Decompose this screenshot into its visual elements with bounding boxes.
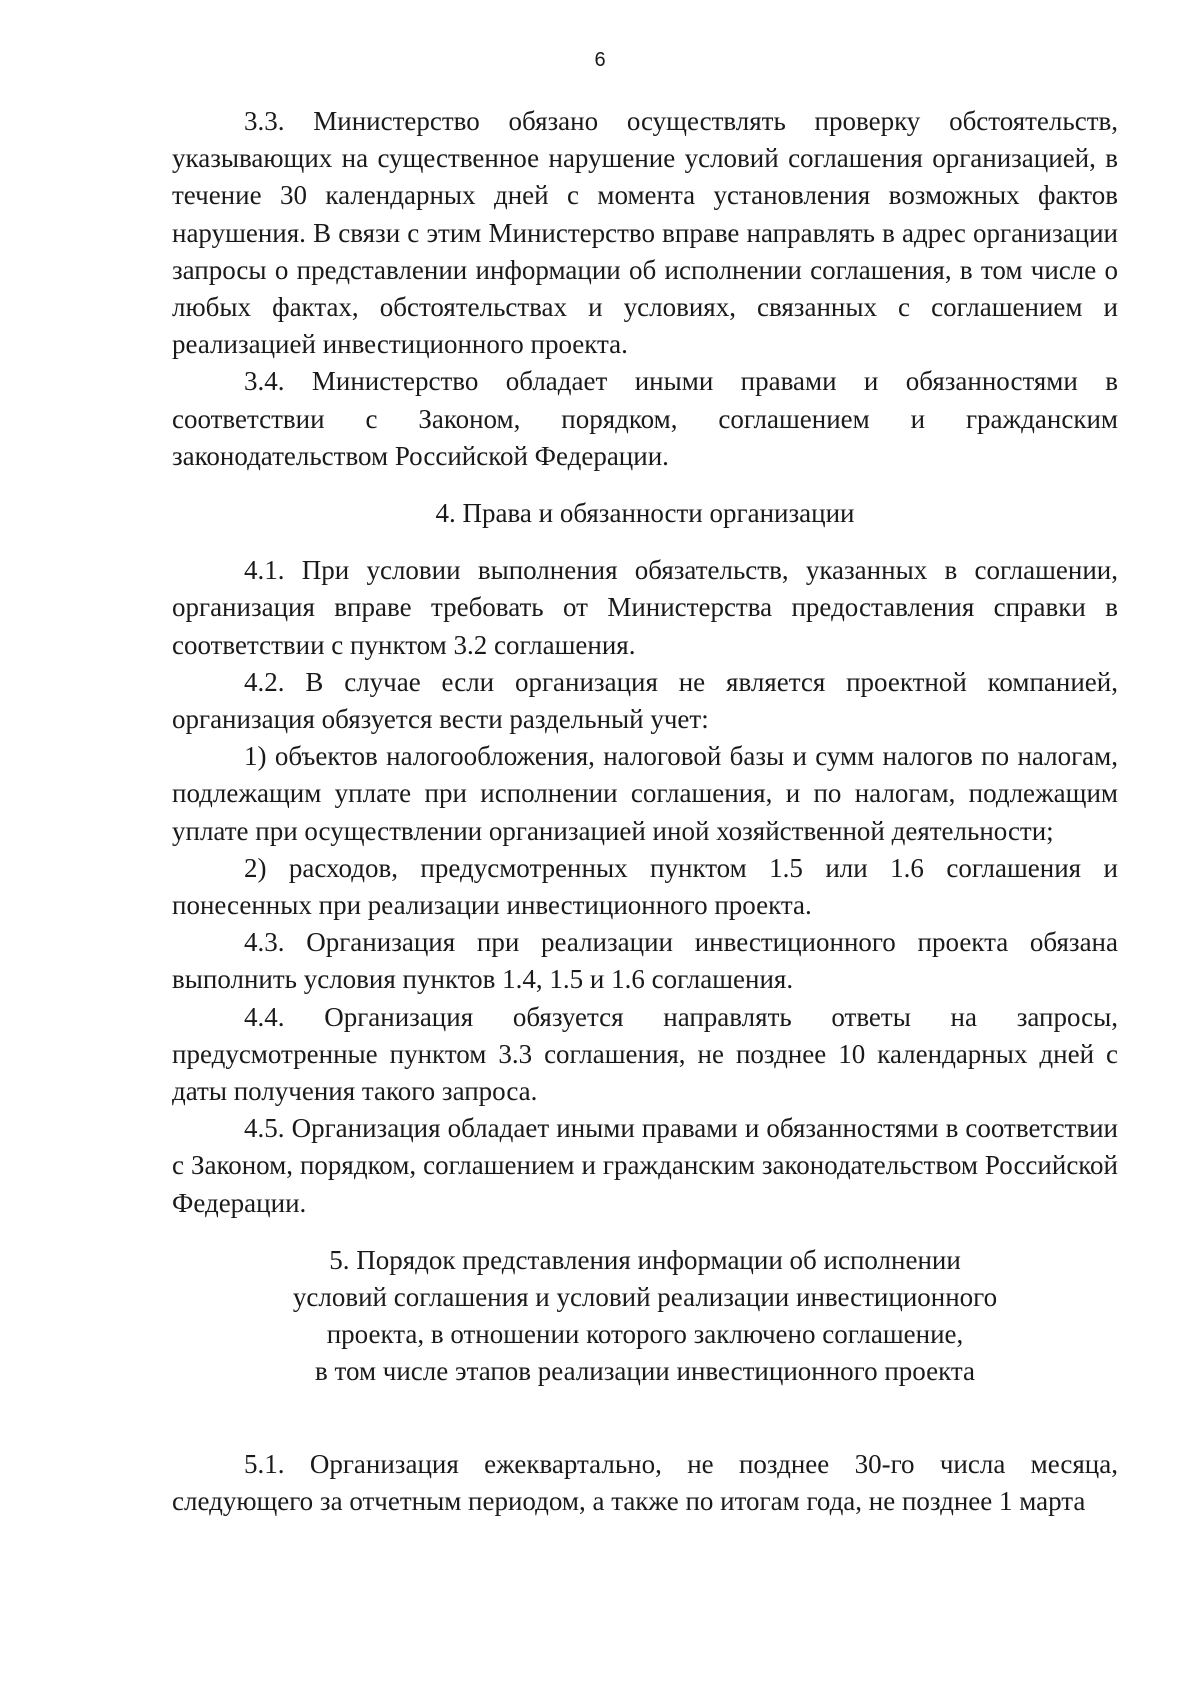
paragraph-4-2: 4.2. В случае если организация не является проектной компанией, организация обязуется вести раздельный учет: <box>172 666 1118 735</box>
paragraph-3-4: 3.4. Министерство обладает иными правами и обязанностями в соответствии с Законом, порядком, соглашением и гражданским законодательством Российской Федерации. <box>172 366 1118 471</box>
document-body <box>172 103 1118 1520</box>
page-number: 6 <box>594 49 606 71</box>
paragraph-3-3: 3.3. Министерство обязано осуществлять проверку обстоятельств, указывающих на существенное нарушение условий соглашения организацией, в течение 30 календарных дней с момента установления возможных фактов нарушения. В связи с этим Министерство вправе направлять в адрес организации запросы о представлении информации об исполнении соглашения, в том числе о любых фактах, обстоятельствах и условиях, связанных с соглашением и реализацией инвестиционного проекта. <box>172 106 1118 360</box>
section-5-heading-line: условий соглашения и условий реализации инвестиционного <box>292 1281 998 1312</box>
paragraph-4-5: 4.5. Организация обладает иными правами и обязанностями в соответствии с Законом, порядком, соглашением и гражданским законодательством Российской Федерации. <box>172 1113 1118 1218</box>
paragraph-4-3: 4.3. Организация при реализации инвестиционного проекта обязана выполнить условия пунктов 1.4, 1.5 и 1.6 соглашения. <box>172 927 1118 995</box>
section-5-heading-line: в том числе этапов реализации инвестиционного проекта <box>315 1355 975 1386</box>
section-5-heading-line: проекта, в отношении которого заключено соглашение, <box>326 1318 964 1349</box>
paragraph-4-2-item-1: 1) объектов налогообложения, налоговой базы и сумм налогов по налогам, подлежащим уплате при исполнении соглашения, и по налогам, подлежащим уплате при осуществлении организацией иной хозяйственной деятельности; <box>172 741 1118 846</box>
section-5-heading <box>172 1242 1118 1390</box>
paragraph-4-1: 4.1. При условии выполнения обязательств, указанных в соглашении, организация вправе требовать от Министерства предоставления справки в соответствии с пунктом 3.2 соглашения. <box>172 555 1118 660</box>
paragraph-5-1: 5.1. Организация ежеквартально, не позднее 30-го числа месяца, следующего за отчетным периодом, а также по итогам года, не позднее 1 марта <box>172 1448 1118 1517</box>
section-4-heading: 4. Права и обязанности организации <box>435 498 855 529</box>
section-5-heading-line: 5. Порядок представления информации об исполнении <box>329 1244 961 1275</box>
paragraph-4-2-item-2: 2) расходов, предусмотренных пунктом 1.5 или 1.6 соглашения и понесенных при реализации инвестиционного проекта. <box>172 852 1118 921</box>
paragraph-4-4: 4.4. Организация обязуется направлять ответы на запросы, предусмотренные пунктом 3.3 соглашения, не позднее 10 календарных дней с даты получения такого запроса. <box>172 1001 1118 1107</box>
